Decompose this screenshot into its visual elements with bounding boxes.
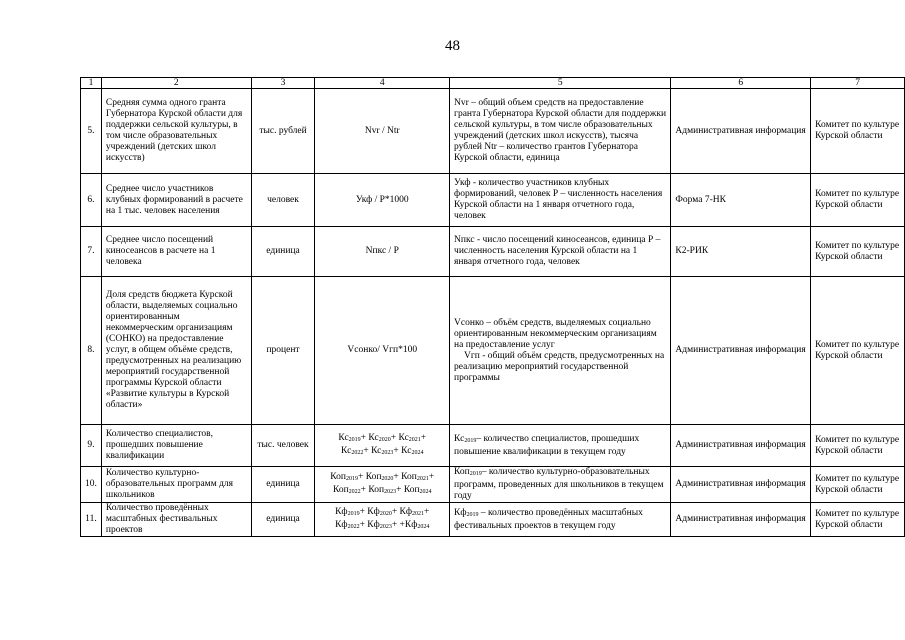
unit-of-measure: тыс. рублей (251, 89, 315, 174)
indicators-table (80, 77, 905, 537)
calculation-formula: Укф / Р*1000 (315, 174, 450, 227)
column-header: 2 (101, 78, 251, 89)
formula-description: $Кф_{2019}$ – количество проведённых масштабных фестивальных проектов в текущем году (450, 503, 671, 537)
row-number: 6. (81, 174, 102, 227)
unit-of-measure: единица (251, 503, 315, 537)
calculation-formula (315, 503, 450, 537)
indicator-name: Доля средств бюджета Курской области, выделяемых социально ориентированным некоммерческим организациям (СОНКО) на предоставление услуг, в общем объёме средств, предусмотренных на реализацию мероприятий государственной программы Курской области «Развитие культуры в Курской области» (101, 277, 251, 425)
responsible-body: Комитет по культуре Курской области (811, 174, 905, 227)
table-row (81, 89, 905, 174)
indicator-name: Количество культурно-образовательных программ для школьников (101, 467, 251, 503)
table-row (81, 174, 905, 227)
calculation-formula (315, 467, 450, 503)
row-number: 8. (81, 277, 102, 425)
formula-line: $Кс_{2022}+ Кс_{2023}+ Кс_{2024}$ (341, 445, 424, 456)
table-row (81, 503, 905, 537)
formula-description: $Кс_{2019}-$ количество специалистов, прошедших повышение квалификации в текущем году (450, 425, 671, 467)
indicator-name: Количество проведённых масштабных фестивальных проектов (101, 503, 251, 537)
row-number: 10. (81, 467, 102, 503)
data-source: Форма 7-НК (671, 174, 811, 227)
indicator-name: Количество специалистов, прошедших повышение квалификации (101, 425, 251, 467)
data-source: К2-РИК (671, 227, 811, 277)
formula-description: Коп$_{2019}$– количество культурно-образовательных программ, проведенных для школьников в текущем году (450, 467, 671, 503)
formula-line: Коп$_{2019}$+ Коп$_{2020}$+ Коп$_{2021}$+ (330, 471, 435, 482)
formula-line: Коп$_{2022}$+ Коп$_{2023}$+ Коп$_{2024}$ (332, 484, 432, 495)
table-row (81, 227, 905, 277)
row-number: 9. (81, 425, 102, 467)
calculation-formula: Vсонко/ Vгп*100 (315, 277, 450, 425)
row-number: 7. (81, 227, 102, 277)
unit-of-measure: единица (251, 227, 315, 277)
responsible-body: Комитет по культуре Курской области (811, 425, 905, 467)
page-number: 48 (445, 38, 460, 54)
formula-description: Укф - количество участников клубных формирований, человек Р – численность населения Курской области на 1 января отчетного года, человек (450, 174, 671, 227)
column-header: 4 (315, 78, 450, 89)
unit-of-measure: процент (251, 277, 315, 425)
responsible-body: Комитет по культуре Курской области (811, 503, 905, 537)
row-number: 5. (81, 89, 102, 174)
table-row (81, 467, 905, 503)
calculation-formula: Nvr / Ntr (315, 89, 450, 174)
formula-line: $Кф_{2022}+ Кф_{2023}+ +Кф_{2024}$ (335, 519, 430, 530)
indicator-name: Среднее число участников клубных формирований в расчете на 1 тыс. человек населения (101, 174, 251, 227)
row-number: 11. (81, 503, 102, 537)
column-header: 6 (671, 78, 811, 89)
unit-of-measure: единица (251, 467, 315, 503)
data-source: Административная информация (671, 277, 811, 425)
formula-description: Nvr – общий объем средств на предоставление гранта Губернатора Курской области для поддержки сельской культуры, в том числе образовательных учреждений (детских школ искусств), тысяча рублей Ntr – количество грантов Губернатора Курской области, единица (450, 89, 671, 174)
table-row (81, 277, 905, 425)
header-row (81, 78, 905, 89)
data-source: Административная информация (671, 425, 811, 467)
calculation-formula: Nпкс / Р (315, 227, 450, 277)
data-source: Административная информация (671, 467, 811, 503)
formula-line: $Кс_{2019}+ Кс_{2020}+ Кс_{2021}+$ (338, 432, 427, 443)
column-header: 3 (251, 78, 315, 89)
unit-of-measure: тыс. человек (251, 425, 315, 467)
formula-description-part-1: Vсонко – объём средств, выделяемых социально ориентированным некоммерческим организациям на предоставление услуг (454, 317, 657, 350)
calculation-formula (315, 425, 450, 467)
responsible-body: Комитет по культуре Курской области (811, 277, 905, 425)
formula-description: Nпкс - число посещений киносеансов, единица Р – численность населения Курской области на 1 января отчетного года, человек (450, 227, 671, 277)
column-header: 7 (811, 78, 905, 89)
formula-description (450, 277, 671, 425)
table-row (81, 425, 905, 467)
column-header: 5 (450, 78, 671, 89)
responsible-body: Комитет по культуре Курской области (811, 227, 905, 277)
indicator-name: Средняя сумма одного гранта Губернатора Курской области для поддержки сельской культуры, в том числе образовательных учреждений (детских школ искусств) (101, 89, 251, 174)
column-header: 1 (81, 78, 102, 89)
formula-description-part-2: Vгп - общий объём средств, предусмотренных на реализацию мероприятий государственной программы (454, 350, 665, 383)
formula-line: $Кф_{2019}+ Кф_{2020}+ Кф_{2021}+$ (335, 506, 430, 517)
data-source: Административная информация (671, 503, 811, 537)
indicator-name: Среднее число посещений киносеансов в расчете на 1 человека (101, 227, 251, 277)
responsible-body: Комитет по культуре Курской области (811, 467, 905, 503)
unit-of-measure: человек (251, 174, 315, 227)
responsible-body: Комитет по культуре Курской области (811, 89, 905, 174)
data-source: Административная информация (671, 89, 811, 174)
